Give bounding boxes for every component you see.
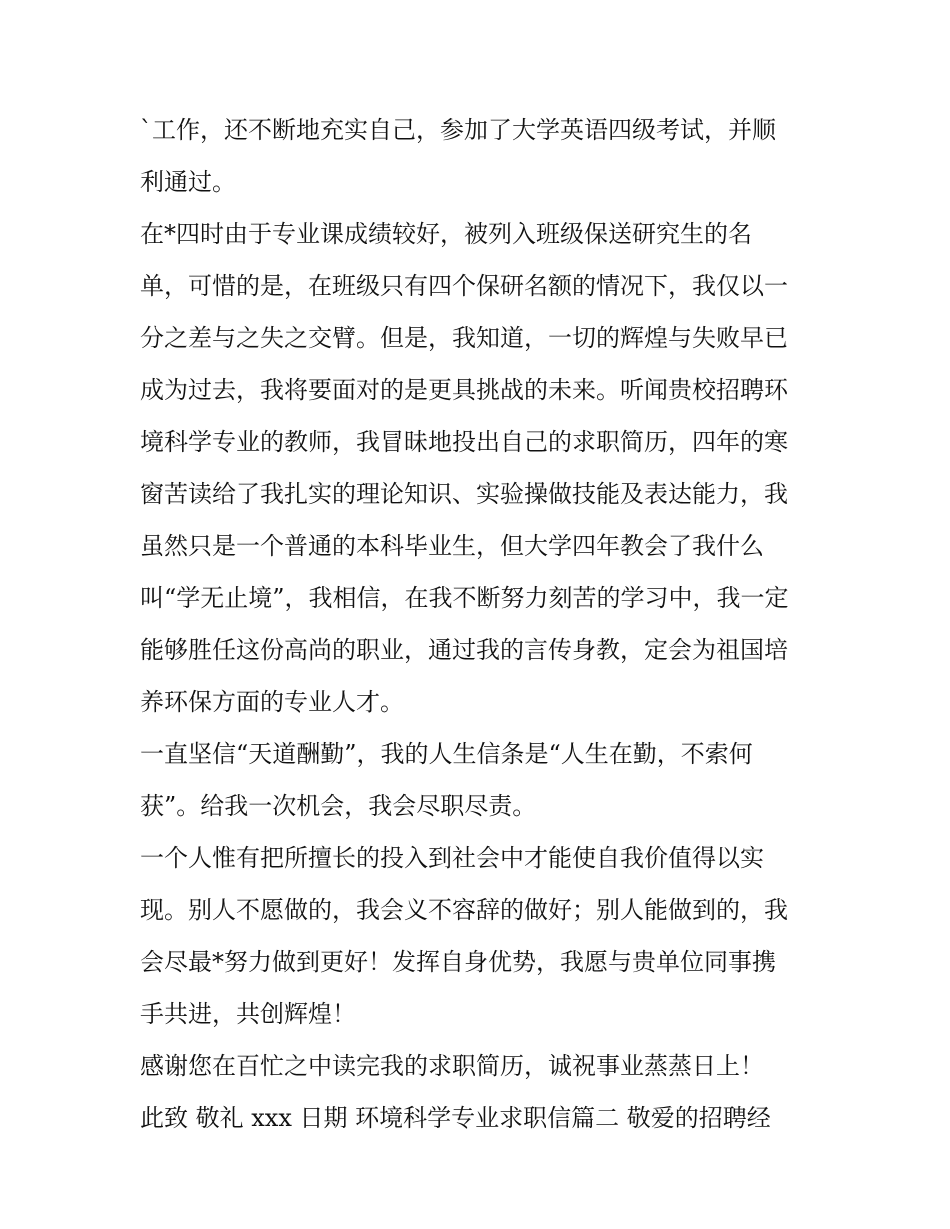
text-line: `工作，还不断地充实自己，参加了大学英语四级考试，并顺	[140, 116, 776, 144]
text-line: 在*四时由于专业课成绩较好，被列入班级保送研究生的名	[140, 220, 752, 248]
text-line: 分之差与之失之交臂。但是，我知道，一切的辉煌与失败早已	[140, 324, 788, 352]
text-line: 境科学专业的教师，我冒昧地投出自己的求职简历，四年的寒	[140, 428, 788, 456]
text-line: 获”。给我一次机会，我会尽职尽责。	[140, 792, 537, 820]
text-line: 窗苦读给了我扎实的理论知识、实验操做技能及表达能力，我	[140, 480, 788, 508]
text-line: 此致 敬礼 xxx 日期 环境科学专业求职信篇二 敬爱的招聘经	[140, 1104, 771, 1132]
text-line: 手共进，共创辉煌！	[140, 1000, 356, 1028]
text-line: 一个人惟有把所擅长的投入到社会中才能使自我价值得以实	[140, 844, 764, 872]
text-line: 养环保方面的专业人才。	[140, 688, 404, 716]
text-line: 虽然只是一个普通的本科毕业生，但大学四年教会了我什么	[140, 532, 764, 560]
text-line: 会尽最*努力做到更好！发挥自身优势，我愿与贵单位同事携	[140, 948, 776, 976]
document-body	[140, 104, 820, 1144]
text-line: 利通过。	[140, 168, 236, 196]
text-line: 单，可惜的是，在班级只有四个保研名额的情况下，我仅以一	[140, 272, 788, 300]
text-line: 能够胜任这份高尚的职业，通过我的言传身教，定会为祖国培	[140, 636, 788, 664]
text-line: 感谢您在百忙之中读完我的求职简历，诚祝事业蒸蒸日上！	[140, 1052, 764, 1080]
text-line: 叫“学无止境”，我相信，在我不断努力刻苦的学习中，我一定	[140, 584, 789, 612]
text-line: 现。别人不愿做的，我会义不容辞的做好；别人能做到的，我	[140, 896, 788, 924]
text-line: 一直坚信“天道酬勤”，我的人生信条是“人生在勤，不索何	[140, 740, 753, 768]
text-line: 成为过去，我将要面对的是更具挑战的未来。听闻贵校招聘环	[140, 376, 788, 404]
